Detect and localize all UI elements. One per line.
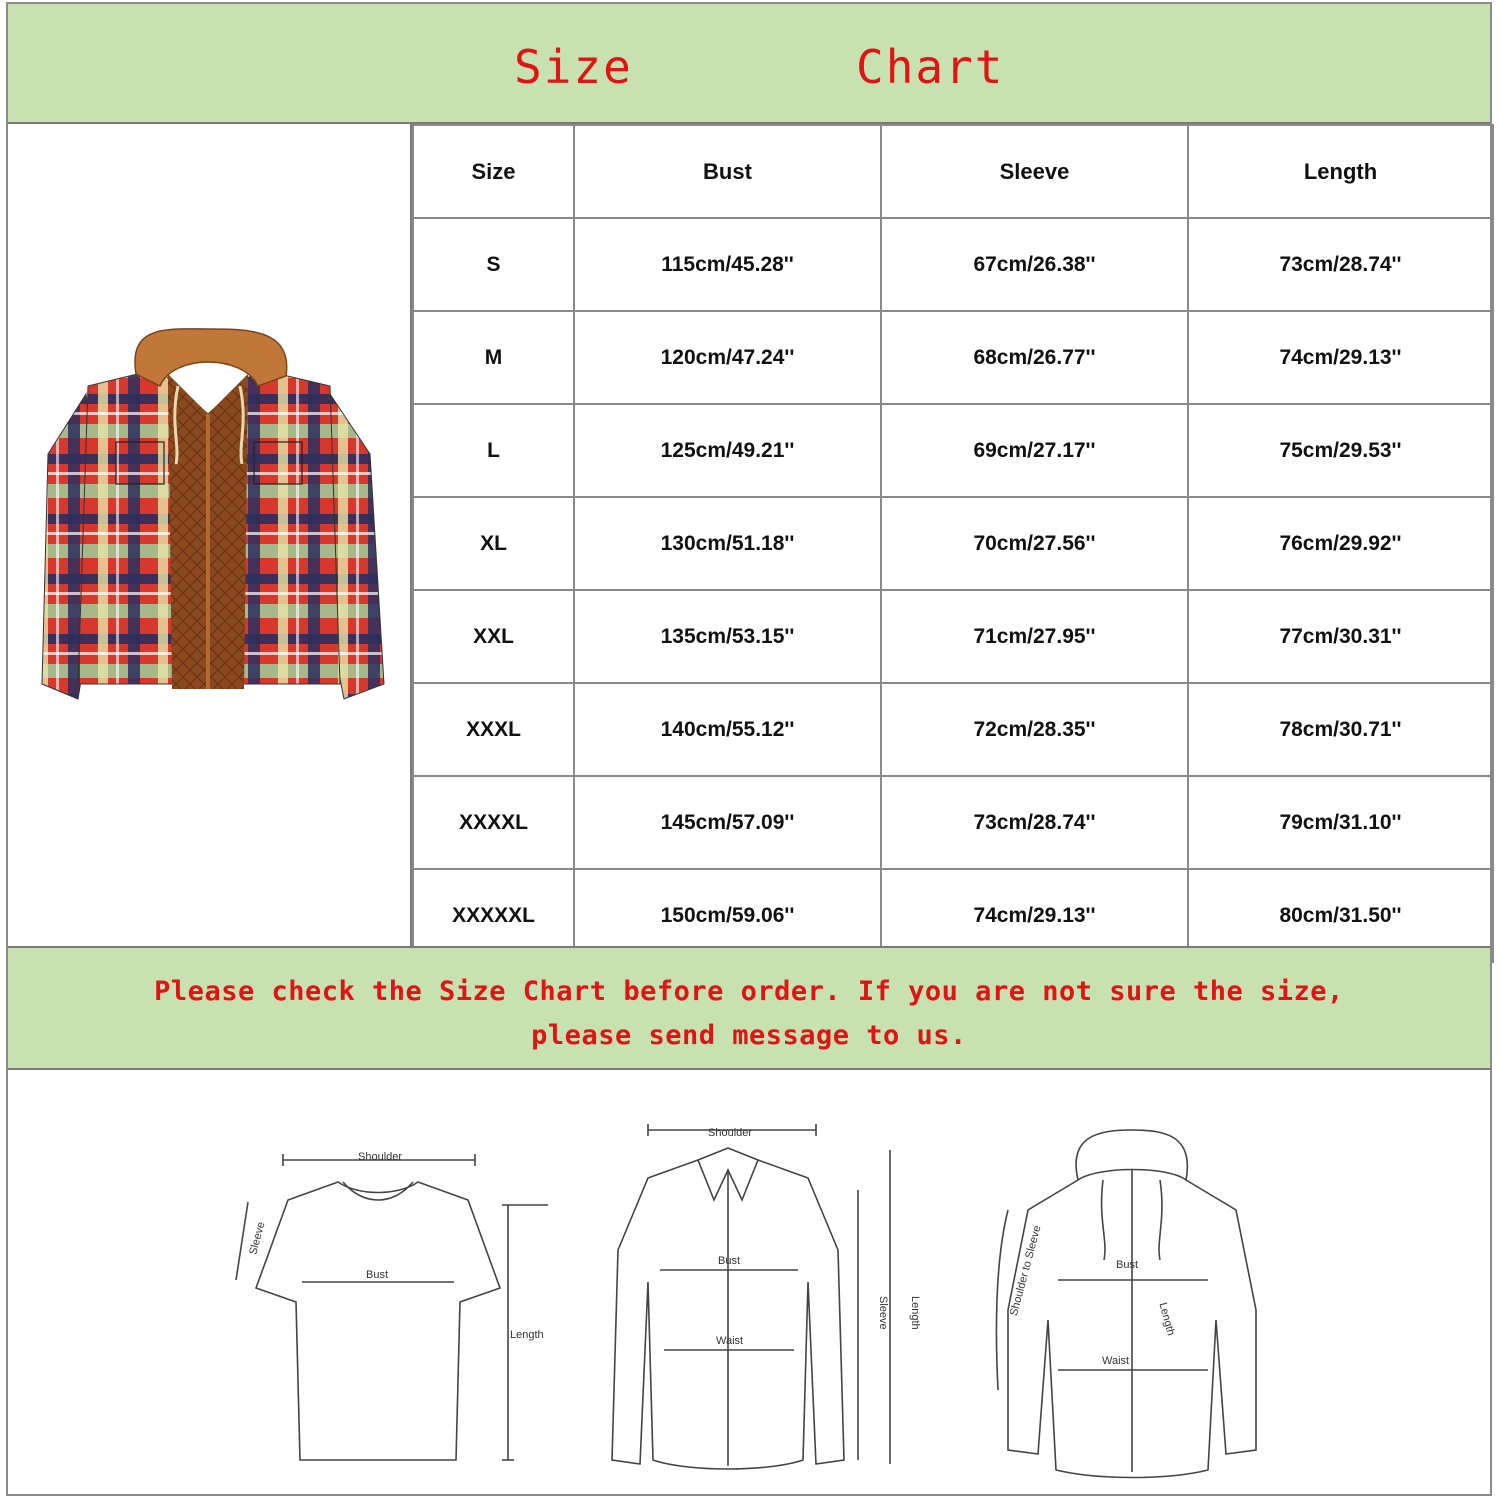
header-sleeve: Sleeve bbox=[881, 125, 1188, 218]
cell-bust: 115cm/45.28'' bbox=[574, 218, 881, 311]
table-row bbox=[413, 404, 1493, 497]
hoodie-waist-label: Waist bbox=[1102, 1355, 1130, 1367]
shirt-shoulder-label: Shoulder bbox=[708, 1127, 753, 1139]
cell-size: L bbox=[413, 404, 574, 497]
cell-size: S bbox=[413, 218, 574, 311]
shirt-bust-label: Bust bbox=[718, 1255, 741, 1267]
cell-length: 73cm/28.74'' bbox=[1188, 218, 1493, 311]
tshirt-length-label: Length bbox=[510, 1329, 544, 1341]
tshirt-diagram bbox=[236, 1154, 548, 1460]
size-table bbox=[412, 124, 1494, 963]
hoodie-diagram bbox=[996, 1130, 1256, 1478]
measurement-diagrams bbox=[8, 1070, 1490, 1494]
notice-line-1: Please check the Size Chart before order. If you are not sure the size, bbox=[154, 976, 1344, 1007]
shirt-length-label: Length bbox=[909, 1296, 921, 1330]
cell-size: XXXXL bbox=[413, 776, 574, 869]
product-image bbox=[8, 124, 412, 946]
cell-length: 74cm/29.13'' bbox=[1188, 311, 1493, 404]
cell-length: 77cm/30.31'' bbox=[1188, 590, 1493, 683]
cell-size: M bbox=[413, 311, 574, 404]
cell-sleeve: 74cm/29.13'' bbox=[881, 869, 1188, 962]
header-band bbox=[8, 4, 1490, 124]
table-header-row bbox=[413, 125, 1493, 218]
cell-length: 75cm/29.53'' bbox=[1188, 404, 1493, 497]
title-word-size: Size bbox=[514, 40, 633, 94]
cell-bust: 130cm/51.18'' bbox=[574, 497, 881, 590]
table-row bbox=[413, 497, 1493, 590]
header-length: Length bbox=[1188, 125, 1493, 218]
cell-sleeve: 70cm/27.56'' bbox=[881, 497, 1188, 590]
cell-bust: 120cm/47.24'' bbox=[574, 311, 881, 404]
measurement-diagram-svg bbox=[8, 1070, 1490, 1494]
table-row bbox=[413, 776, 1493, 869]
table-row bbox=[413, 683, 1493, 776]
tshirt-shoulder-label: Shoulder bbox=[358, 1151, 403, 1163]
title-word-chart: Chart bbox=[856, 40, 1005, 94]
cell-sleeve: 73cm/28.74'' bbox=[881, 776, 1188, 869]
cell-size: XXXXXL bbox=[413, 869, 574, 962]
cell-bust: 125cm/49.21'' bbox=[574, 404, 881, 497]
cell-sleeve: 71cm/27.95'' bbox=[881, 590, 1188, 683]
notice-line-2: please send message to us. bbox=[531, 1020, 967, 1051]
shirt-waist-label: Waist bbox=[716, 1335, 744, 1347]
cell-size: XL bbox=[413, 497, 574, 590]
cell-sleeve: 68cm/26.77'' bbox=[881, 311, 1188, 404]
header-size: Size bbox=[413, 125, 574, 218]
cell-length: 78cm/30.71'' bbox=[1188, 683, 1493, 776]
cell-bust: 145cm/57.09'' bbox=[574, 776, 881, 869]
cell-bust: 150cm/59.06'' bbox=[574, 869, 881, 962]
cell-bust: 135cm/53.15'' bbox=[574, 590, 881, 683]
table-row bbox=[413, 218, 1493, 311]
cell-sleeve: 72cm/28.35'' bbox=[881, 683, 1188, 776]
plaid-hooded-jacket-icon bbox=[8, 124, 412, 946]
tshirt-sleeve-label: Sleeve bbox=[247, 1220, 268, 1257]
hoodie-bust-label: Bust bbox=[1116, 1259, 1139, 1271]
cell-size: XXXL bbox=[413, 683, 574, 776]
cell-bust: 140cm/55.12'' bbox=[574, 683, 881, 776]
cell-length: 80cm/31.50'' bbox=[1188, 869, 1493, 962]
shirt-diagram bbox=[612, 1124, 890, 1469]
hoodie-length-label: Length bbox=[1156, 1301, 1177, 1337]
cell-sleeve: 69cm/27.17'' bbox=[881, 404, 1188, 497]
cell-length: 76cm/29.92'' bbox=[1188, 497, 1493, 590]
header-bust: Bust bbox=[574, 125, 881, 218]
notice-band bbox=[8, 946, 1490, 1070]
cell-length: 79cm/31.10'' bbox=[1188, 776, 1493, 869]
hoodie-shoulder-to-sleeve-label: Shoulder to Sleeve bbox=[1007, 1224, 1044, 1318]
tshirt-bust-label: Bust bbox=[366, 1269, 389, 1281]
table-row bbox=[413, 311, 1493, 404]
cell-sleeve: 67cm/26.38'' bbox=[881, 218, 1188, 311]
shirt-sleeve-label: Sleeve bbox=[877, 1296, 889, 1330]
table-row bbox=[413, 590, 1493, 683]
cell-size: XXL bbox=[413, 590, 574, 683]
